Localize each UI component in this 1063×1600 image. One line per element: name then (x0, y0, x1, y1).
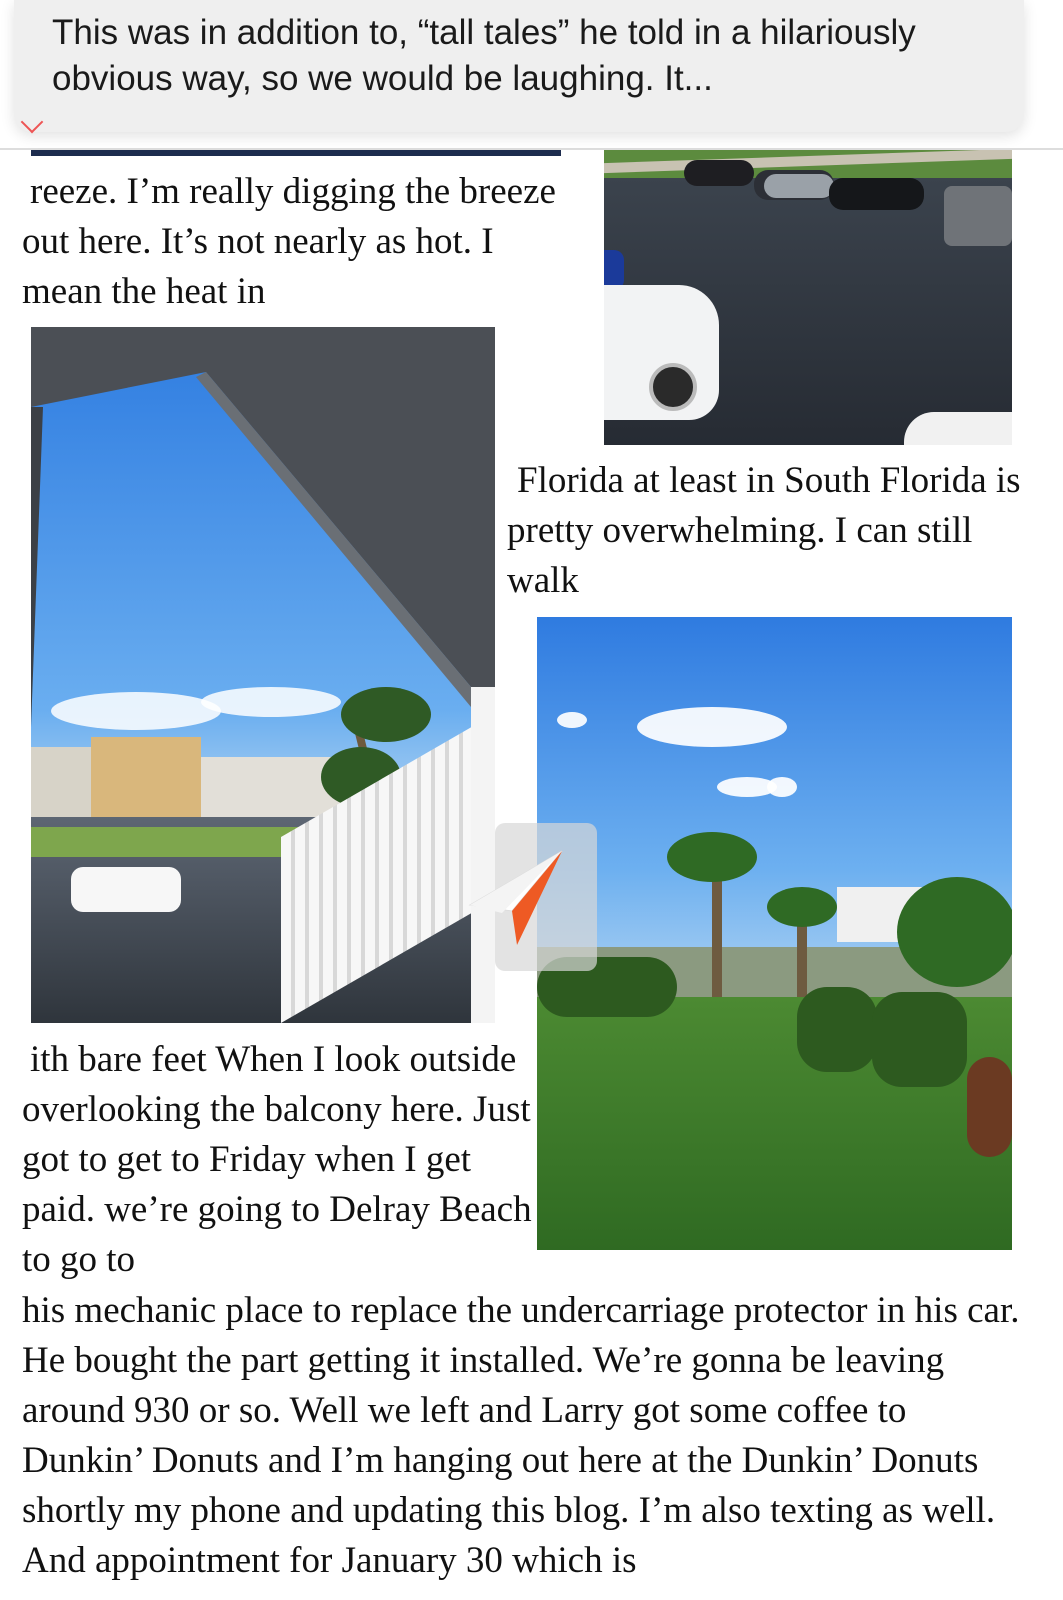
lawn-photo (537, 617, 1012, 1250)
banner-text: This was in addition to, “tall tales” he told in a hilariously obvious way, so we would be laughing. It... (52, 13, 916, 98)
article-paragraph-4: his mechanic place to replace the undercarriage protector in his car. He bought the part getting it installed. We’re gonna be leaving around 930 or so. Well we left and Larry got some coffee to Dunkin’ Donuts and I’m hanging out here at the Dunkin’ Donuts shortly my phone and updating this blog. I’m also texting as well. And appointment for January 30 which is (22, 1290, 1020, 1581)
photo-fragment (31, 150, 561, 156)
chevron-left-icon[interactable] (21, 111, 44, 134)
article-paragraph-3: ith bare feet When I look outside overlooking the balcony here. Just got to get to Friday when I get paid. we’re going to Delray Beach to go to (22, 1039, 532, 1280)
balcony-photo (31, 327, 495, 1023)
preview-banner[interactable] (14, 0, 1024, 132)
article-paragraph-2: Florida at least in South Florida is pretty overwhelming. I can still walk (507, 460, 1021, 601)
article-paragraph-1: reeze. I’m really digging the breeze out here. It’s not nearly as hot. I mean the heat in (22, 171, 556, 312)
parking-lot-photo (604, 150, 1012, 445)
paper-plane-icon[interactable] (462, 843, 572, 953)
